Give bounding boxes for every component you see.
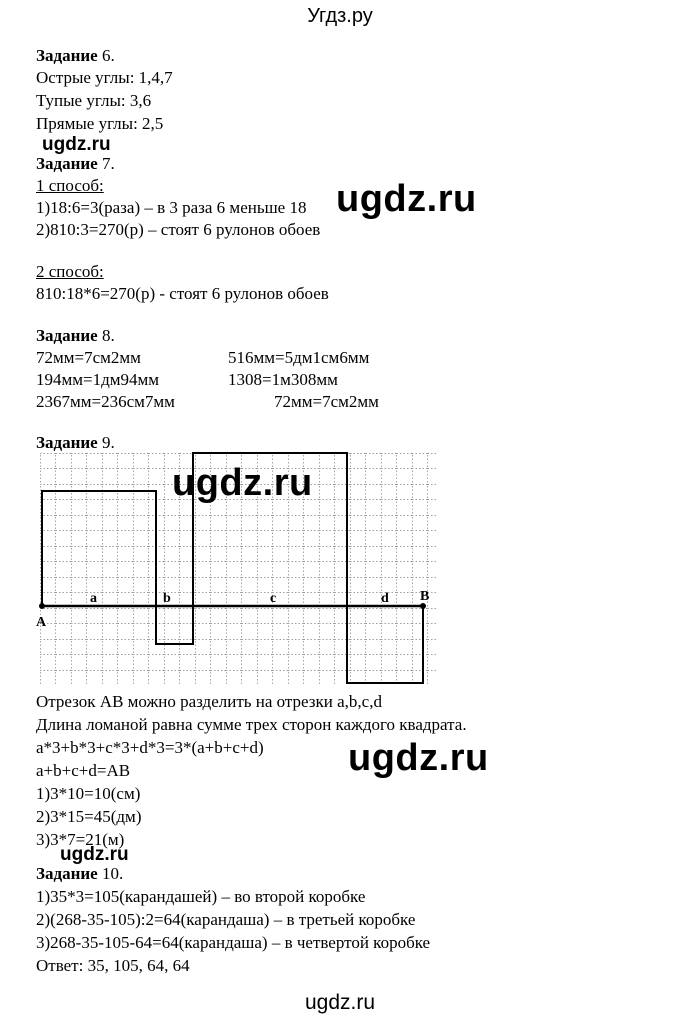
task-8-right-2: 1308=1м308мм bbox=[228, 370, 338, 389]
task-10-title bbox=[36, 864, 123, 884]
site-header: Угдз.ру bbox=[307, 5, 373, 27]
segment-b-label: b bbox=[163, 591, 171, 606]
segment-c-label: c bbox=[270, 591, 277, 606]
task-label: Задание bbox=[36, 46, 98, 65]
task-label: Задание bbox=[36, 864, 98, 883]
watermark-small: ugdz.ru bbox=[42, 134, 111, 155]
task-label: Задание bbox=[36, 433, 98, 452]
watermark-big: ugdz.ru bbox=[348, 737, 489, 779]
watermark-big: ugdz.ru bbox=[336, 178, 477, 220]
task-6-line-2: Тупые углы: 3,6 bbox=[36, 91, 152, 110]
task-10-line-2: 2)(268-35-105):2=64(карандаша) – в третьей коробке bbox=[36, 910, 416, 929]
task-9-line-2: Длина ломаной равна сумме трех сторон каждого квадрата. bbox=[36, 715, 467, 734]
task-9-line-7: 3)3*7=21(м) bbox=[36, 830, 125, 849]
task-8-left-3: 2367мм=236см7мм bbox=[36, 392, 175, 411]
task-7-way-1-line-2: 2)810:3=270(р) – стоят 6 рулонов обоев bbox=[36, 220, 321, 239]
task-10-line-4: Ответ: 35, 105, 64, 64 bbox=[36, 956, 190, 975]
task-8-left-2: 194мм=1дм94мм bbox=[36, 370, 160, 389]
task-label: Задание bbox=[36, 326, 98, 345]
task-9-line-5: 1)3*10=10(см) bbox=[36, 784, 141, 803]
task-10-line-3: 3)268-35-105-64=64(карандаша) – в четвертой коробке bbox=[36, 933, 431, 952]
task-7-way-1-line-1: 1)18:6=3(раза) – в 3 раза 6 меньше 18 bbox=[36, 198, 307, 217]
task-number: 7. bbox=[97, 154, 115, 173]
task-number: 9. bbox=[97, 433, 115, 452]
task-6-line-1: Острые углы: 1,4,7 bbox=[36, 68, 173, 87]
watermark-small: ugdz.ru bbox=[60, 844, 129, 865]
task-9-line-1: Отрезок АВ можно разделить на отрезки a,b,c,d bbox=[36, 692, 382, 711]
point-b-label: B bbox=[420, 589, 430, 604]
segment-a-label: a bbox=[90, 591, 97, 606]
point-a-dot bbox=[39, 603, 45, 609]
task-6-line-3: Прямые углы: 2,5 bbox=[36, 114, 164, 133]
task-9-line-4: a+b+c+d=AB bbox=[36, 761, 131, 780]
watermark-big: ugdz.ru bbox=[172, 462, 313, 504]
task-label: Задание bbox=[36, 154, 98, 173]
task-9-line-6: 2)3*15=45(дм) bbox=[36, 807, 142, 826]
task-10-line-1: 1)35*3=105(карандашей) – во второй коробке bbox=[36, 887, 366, 906]
point-a-label: A bbox=[36, 615, 47, 630]
site-footer: ugdz.ru bbox=[304, 991, 376, 1014]
task-7-way-1: 1 способ: bbox=[36, 176, 104, 195]
task-number: 6. bbox=[97, 46, 115, 65]
task-7-way-2: 2 способ: bbox=[36, 262, 104, 281]
task-8-right-1: 516мм=5дм1см6мм bbox=[228, 348, 370, 367]
task-7-way-2-line-1: 810:18*6=270(р) - стоят 6 рулонов обоев bbox=[36, 284, 329, 303]
task-number: 8. bbox=[97, 326, 115, 345]
task-8-right-3: 72мм=7см2мм bbox=[274, 392, 379, 411]
task-number: 10. bbox=[97, 864, 124, 883]
segment-d-label: d bbox=[381, 591, 389, 606]
task-8-left-1: 72мм=7см2мм bbox=[36, 348, 141, 367]
task-9-line-3: a*3+b*3+c*3+d*3=3*(a+b+c+d) bbox=[36, 738, 264, 757]
